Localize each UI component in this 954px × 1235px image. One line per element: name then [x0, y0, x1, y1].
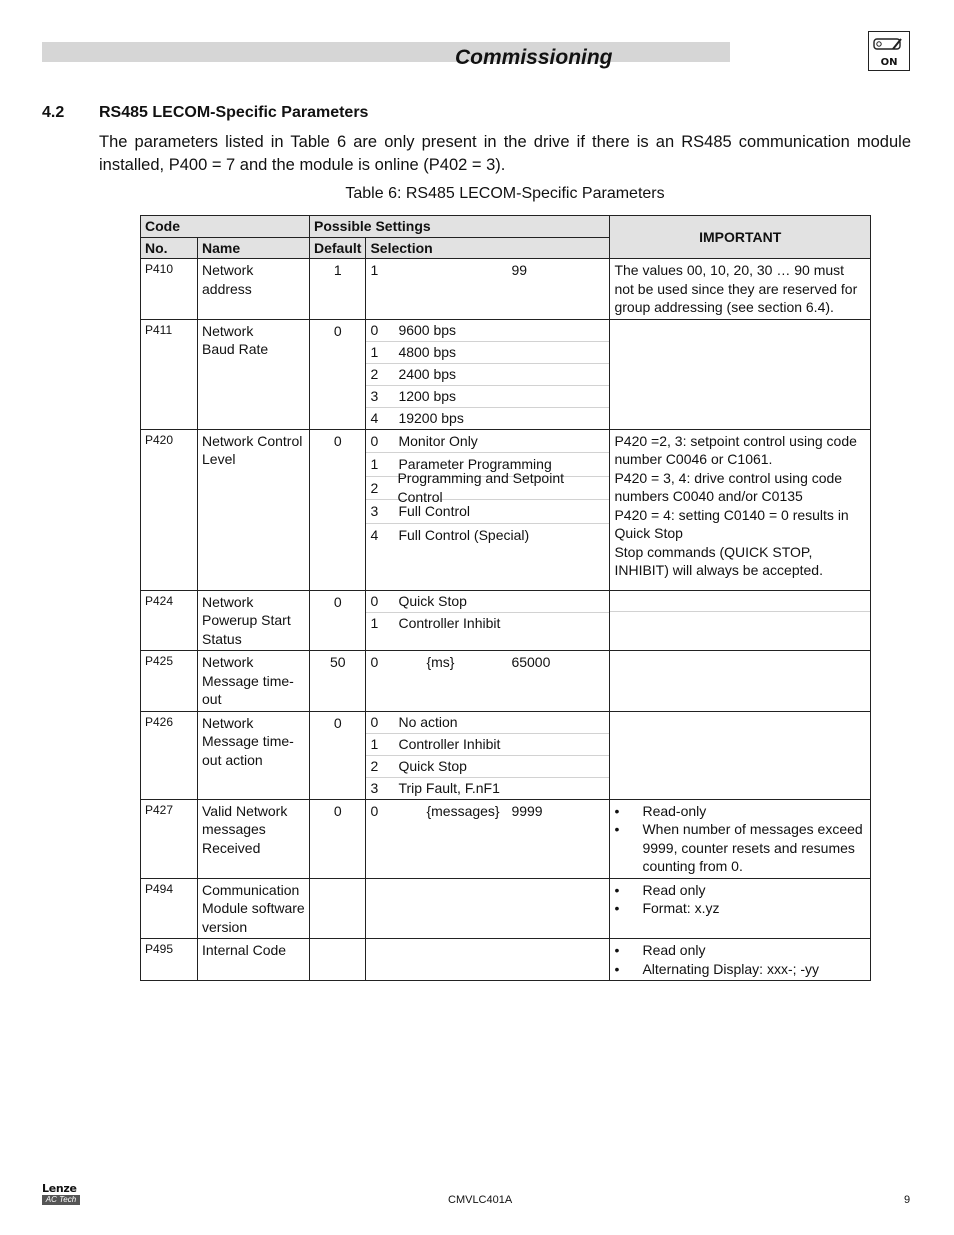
important-bullet — [614, 899, 866, 918]
option-text: 1200 bps — [398, 387, 457, 404]
param-code: P425 — [141, 651, 198, 712]
option-text: Quick Stop — [398, 592, 467, 609]
selection-option — [366, 613, 609, 634]
option-value: 1 — [370, 614, 379, 631]
param-code: P411 — [141, 319, 198, 429]
important-bullet — [614, 941, 866, 960]
bullet-text: Read only — [642, 881, 706, 898]
on-switch-icon — [868, 31, 910, 71]
selection-option — [366, 364, 609, 386]
param-name: Network Baud Rate — [198, 319, 310, 429]
table-row — [141, 259, 871, 320]
bullet-text: Format: x.yz — [642, 900, 720, 916]
selection-option — [366, 734, 609, 756]
section-title: RS485 LECOM-Specific Parameters — [99, 104, 369, 121]
selection-option — [366, 778, 609, 799]
range-min: 0 — [370, 802, 379, 819]
option-value: 1 — [370, 343, 379, 360]
range-max: 9999 — [511, 802, 543, 819]
param-important — [610, 799, 871, 878]
page-title: Commissioning — [455, 46, 613, 69]
important-bullet — [614, 820, 866, 876]
param-code: P426 — [141, 711, 198, 799]
selection-range — [366, 259, 609, 281]
option-text: 4800 bps — [398, 343, 457, 360]
param-default: 0 — [310, 429, 366, 590]
param-code: P424 — [141, 590, 198, 651]
selection-option — [366, 470, 609, 505]
head-possible-settings: Possible Settings — [310, 216, 610, 238]
selection-option — [366, 712, 609, 734]
option-value: 3 — [370, 779, 379, 796]
range-min: 0 — [370, 654, 379, 670]
param-selection — [366, 711, 610, 799]
bullet-icon: • — [614, 900, 620, 916]
table-row — [141, 878, 871, 939]
param-code: P420 — [141, 429, 198, 590]
lenze-logo — [42, 1183, 80, 1205]
option-text: Controller Inhibit — [398, 614, 501, 631]
range-unit: {messages} — [426, 802, 500, 819]
head-name: Name — [198, 237, 310, 259]
param-selection — [366, 590, 610, 651]
param-important: The values 00, 10, 20, 30 … 90 must not be used since they are reserved for group addressing (see section 6.4). — [610, 259, 871, 320]
document-code: CMVLC401A — [448, 1194, 513, 1206]
param-default: 0 — [310, 711, 366, 799]
param-important — [610, 590, 871, 651]
selection-option — [366, 591, 609, 613]
page-number: 9 — [904, 1194, 911, 1206]
head-default: Default — [310, 237, 366, 259]
param-selection — [366, 651, 610, 712]
param-selection — [366, 939, 610, 981]
logo-top: Lenze — [42, 1182, 77, 1195]
bullet-icon: • — [614, 942, 620, 958]
selection-option — [366, 408, 609, 429]
option-value: 1 — [370, 735, 379, 752]
param-selection — [366, 799, 610, 878]
option-value: 4 — [370, 409, 379, 426]
param-important — [610, 319, 871, 429]
selection-option — [366, 430, 609, 454]
option-text: 9600 bps — [398, 321, 457, 338]
range-unit: {ms} — [426, 654, 455, 670]
header-bar — [42, 42, 730, 62]
option-value: 0 — [370, 432, 379, 449]
option-text: Programming and Setpoint Control — [397, 470, 565, 505]
table-row — [141, 711, 871, 799]
option-value: 0 — [370, 713, 379, 730]
parameters-table — [140, 215, 871, 981]
head-selection: Selection — [366, 237, 610, 259]
param-important — [610, 878, 871, 939]
param-default — [310, 939, 366, 981]
intro-paragraph: The parameters listed in Table 6 are only present in the drive if there is an RS485 communication module installed, P400 = 7 and the module is online (P402 = 3). — [99, 133, 911, 174]
bullet-text: Alternating Display: xxx-; -yy — [642, 960, 820, 977]
option-value: 3 — [370, 503, 379, 519]
param-important — [610, 939, 871, 981]
param-important — [610, 711, 871, 799]
param-default — [310, 878, 366, 939]
table-row — [141, 651, 871, 712]
important-blank — [610, 591, 870, 612]
param-name: Communication Module software version — [198, 878, 310, 939]
selection-option — [366, 524, 609, 547]
range-max: 99 — [511, 262, 528, 278]
range-min: 1 — [370, 262, 379, 278]
param-default: 0 — [310, 590, 366, 651]
param-selection — [366, 429, 610, 590]
option-text: Quick Stop — [398, 757, 467, 774]
table-row — [141, 590, 871, 651]
param-name: Internal Code — [198, 939, 310, 981]
section-number: 4.2 — [42, 104, 65, 121]
bullet-text: Read-only — [642, 802, 707, 819]
important-bullet — [614, 881, 866, 900]
option-text: Parameter Programming — [398, 456, 552, 472]
head-important: IMPORTANT — [610, 216, 871, 259]
param-name: Network Control Level — [198, 429, 310, 590]
option-text: No action — [398, 713, 458, 730]
selection-option — [366, 320, 609, 342]
selection-option — [366, 756, 609, 778]
logo-bottom: AC Tech — [42, 1195, 80, 1205]
param-selection — [366, 319, 610, 429]
option-value: 3 — [370, 387, 379, 404]
range-max: 65000 — [511, 654, 551, 670]
head-no: No. — [141, 237, 198, 259]
param-default: 0 — [310, 319, 366, 429]
param-name: Valid Network messages Received — [198, 799, 310, 878]
on-label: ON — [880, 57, 898, 68]
table-caption: Table 6: RS485 LECOM-Specific Parameters — [345, 185, 665, 202]
param-code: P495 — [141, 939, 198, 981]
param-code: P494 — [141, 878, 198, 939]
option-text: Monitor Only — [398, 432, 478, 449]
option-value: 4 — [370, 526, 379, 543]
option-text: 19200 bps — [398, 409, 464, 426]
table-row — [141, 319, 871, 429]
important-blank — [610, 612, 870, 632]
param-code: P410 — [141, 259, 198, 320]
param-important: P420 =2, 3: setpoint control using code number C0046 or C1061. P420 = 3, 4: drive control using code numbers C0040 and/or C0135 P420 = 4: setting C0140 = 0 results in Quick Stop Stop commands (QUICK STOP, INHIBIT) will always be accepted. — [610, 429, 871, 590]
bullet-icon: • — [614, 881, 620, 898]
param-name: Network Message time-out — [198, 651, 310, 712]
param-name: Network Powerup Start Status — [198, 590, 310, 651]
selection-range — [366, 800, 609, 822]
option-text: Trip Fault, F.nF1 — [398, 779, 500, 796]
option-value: 0 — [370, 321, 379, 338]
option-text: Controller Inhibit — [398, 735, 501, 752]
table-row — [141, 799, 871, 878]
param-name: Network address — [198, 259, 310, 320]
param-default: 0 — [310, 799, 366, 878]
selection-option — [366, 342, 609, 364]
bullet-icon: • — [614, 821, 620, 837]
param-name: Network Message time-out action — [198, 711, 310, 799]
param-selection — [366, 259, 610, 320]
bullet-text: Read only — [642, 942, 706, 958]
bullet-text: When number of messages exceed 9999, counter resets and resumes counting from 0. — [642, 821, 863, 874]
option-value: 0 — [370, 592, 379, 609]
table-row — [141, 939, 871, 981]
option-text: Full Control — [398, 503, 471, 519]
option-value: 1 — [370, 456, 379, 472]
selection-option — [366, 386, 609, 408]
option-text: 2400 bps — [398, 365, 457, 382]
selection-range — [366, 651, 609, 673]
option-value: 2 — [370, 757, 379, 774]
option-text: Full Control (Special) — [398, 526, 530, 543]
bullet-icon: • — [614, 802, 620, 819]
table-body — [141, 259, 871, 981]
param-important — [610, 651, 871, 712]
important-bullet — [614, 960, 866, 979]
option-value: 2 — [370, 365, 379, 382]
table-row — [141, 429, 871, 590]
important-bullet — [614, 802, 866, 821]
head-code: Code — [141, 216, 310, 238]
param-selection — [366, 878, 610, 939]
param-code: P427 — [141, 799, 198, 878]
bullet-icon: • — [614, 960, 620, 977]
option-value: 2 — [370, 479, 379, 496]
param-default: 1 — [310, 259, 366, 320]
param-default: 50 — [310, 651, 366, 712]
